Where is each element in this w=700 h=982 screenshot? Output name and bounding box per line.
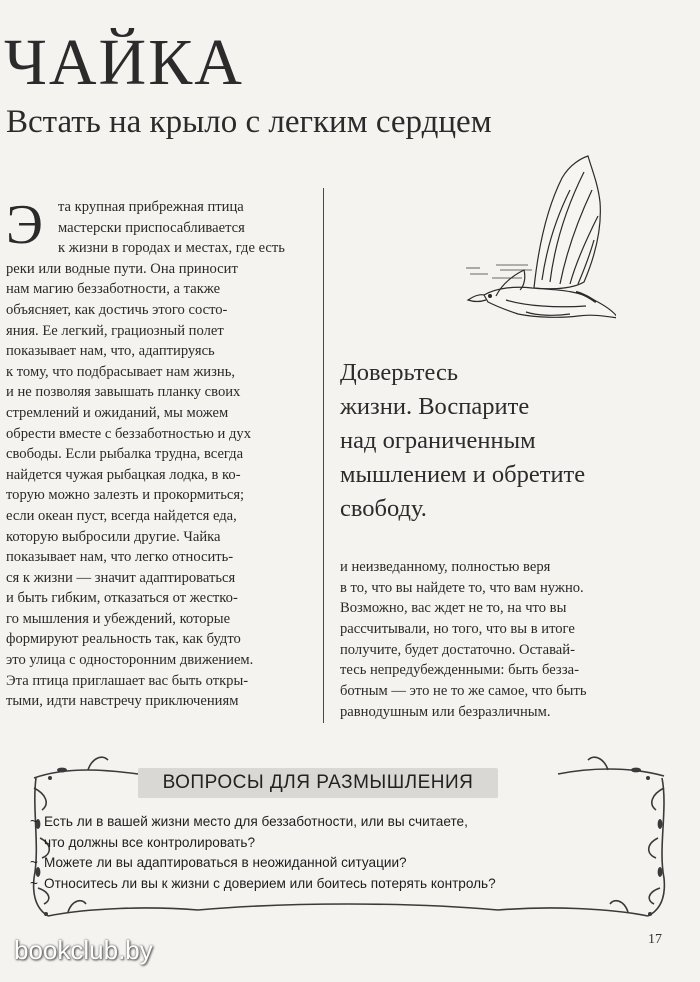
text-line: Возможно, вас ждет не то, на что вы (340, 600, 567, 617)
text-line: тесь непредубежденными: быть безза- (340, 662, 579, 679)
text-line: формируют реальность так, как будто (6, 631, 241, 648)
pull-quote (340, 356, 585, 526)
question-line (30, 833, 496, 854)
column-divider (323, 188, 324, 723)
quote-line: над ограниченным (340, 427, 536, 454)
text-line: реки или водные пути. Она приносит (6, 260, 238, 277)
text-line: показывает нам, что, адаптируясь (6, 343, 215, 360)
text-line: если океан пуст, всегда найдется еда, (6, 507, 237, 524)
page-number: 17 (648, 932, 662, 947)
text-line: тыми, идти навстречу приключениям (6, 693, 239, 710)
page-title: ЧАЙКА (4, 26, 244, 99)
text-line: обрести вместе с беззаботностью и дух (6, 425, 251, 442)
text-line: объясняет, как достичь этого состо- (6, 301, 228, 318)
text-line: Эта птица приглашает вас быть откры- (6, 672, 249, 689)
text-line: которую выбросили другие. Чайка (6, 528, 221, 545)
body-right-column (340, 557, 586, 723)
text-line: свободы. Если рыбалка трудна, всегда (6, 446, 244, 463)
tilde-bullet: ~ (30, 855, 38, 870)
reflection-questions (30, 812, 496, 894)
question-text: Относитесь ли вы к жизни с доверием или боитесь потерять контроль? (44, 875, 496, 891)
quote-line: Доверьтесь (340, 359, 458, 386)
text-line: найдется чужая рыбацкая лодка, в ко- (6, 466, 241, 483)
text-line: торую можно залезть и прокормиться; (6, 487, 245, 504)
reflection-banner (138, 768, 498, 798)
text-line: и не позволяя завышать планку своих (6, 384, 241, 401)
question-line (30, 812, 496, 833)
question-line (30, 874, 496, 895)
body-left-column (6, 194, 306, 712)
text-line: равнодушным или безразличным. (340, 703, 551, 720)
quote-line: свободу. (340, 495, 427, 522)
watermark: bookclub.by (14, 935, 153, 965)
text-line: рассчитывали, но того, что вы в итоге (340, 621, 575, 638)
drop-cap: Э (6, 194, 43, 256)
text-line: стремлений и ожиданий, мы можем (6, 404, 229, 421)
text-line: ботным — это не то же самое, что быть (340, 683, 587, 700)
page-subtitle: Встать на крыло с легким сердцем (6, 104, 492, 140)
text-line: получите, будет достаточно. Оставай- (340, 641, 575, 658)
text-line: в то, что вы найдете то, что вам нужно. (340, 579, 584, 596)
question-text: что должны все контролировать? (44, 834, 256, 850)
question-text: Есть ли в вашей жизни место для беззаботности, или вы считаете, (44, 814, 468, 829)
text-line: к жизни в городах и местах, где есть (58, 240, 285, 257)
tilde-bullet: ~ (30, 814, 38, 829)
question-line (30, 853, 496, 874)
text-line: нам магию беззаботности, а также (6, 281, 221, 298)
quote-line: жизни. Воспарите (340, 393, 530, 420)
text-line: та крупная прибрежная птица (58, 199, 244, 215)
text-line: и быть гибким, отказаться от жестко- (6, 590, 238, 607)
question-text: Можете ли вы адаптироваться в неожиданной ситуации? (44, 855, 407, 870)
text-line: к тому, что подбрасывает нам жизнь, (6, 363, 235, 380)
reflection-heading: ВОПРОСЫ ДЛЯ РАЗМЫШЛЕНИЯ (162, 772, 474, 793)
text-line: это улица с односторонним движением. (6, 652, 254, 669)
text-line: яния. Ее легкий, грациозный полет (6, 322, 224, 339)
text-line: го мышления и убеждений, которые (6, 610, 231, 627)
text-line: мастерски приспосабливается (58, 219, 245, 236)
tilde-bullet: ~ (30, 875, 38, 891)
quote-line: мышлением и обретите (340, 461, 586, 488)
text-line: ся к жизни — значит адаптироваться (6, 569, 236, 586)
seagull-illustration (466, 150, 616, 340)
text-line: и неизведанному, полностью веря (340, 559, 551, 575)
text-line: показывает нам, что легко относить- (6, 549, 234, 566)
